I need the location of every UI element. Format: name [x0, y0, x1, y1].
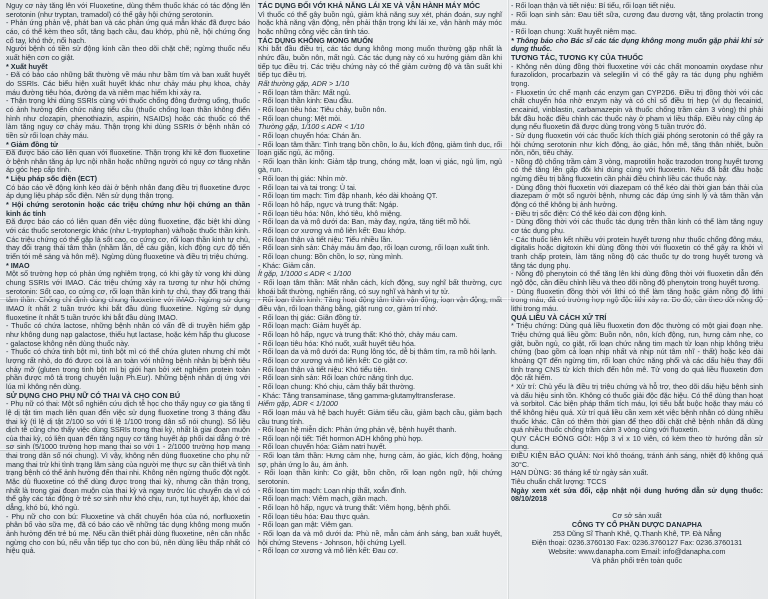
- leaflet-paragraph: - Khác: Giảm cân.: [258, 260, 316, 270]
- leaflet-paragraph: - Rối loạn sinh sản: Chảy máu âm đạo, rối loạn cương, rối loạn xuất tinh.: [258, 243, 490, 253]
- leaflet-paragraph: Đã được báo cáo liên quan với fluoxetine. Thận trọng khi kê đơn fluoxetine ở bệnh nhân tăng áp lực nội nhãn hoặc những người có nguy cơ tăng nhãn áp góc hẹp cấp tính.: [6, 148, 250, 175]
- leaflet-paragraph: - Rối loạn máu và hệ bạch huyết: Giảm tiểu cầu, giảm bạch cầu, giảm bạch cầu trung tính.: [258, 407, 502, 426]
- leaflet-paragraph: * Thông báo cho Bác sĩ các tác dụng không mong muốn gặp phải khi sử dụng thuốc.: [511, 35, 763, 54]
- leaflet-paragraph: Vì thuốc có thể gây buồn ngủ, giảm khả năng suy xét, phán đoán, suy nghĩ hoặc khả năng vận động, nên phải thận trọng khi lái xe, vận hành máy móc hoặc những công việc cần tỉnh táo.: [258, 9, 502, 36]
- leaflet-paragraph: Người bệnh có tiền sử động kinh cần theo dõi chặt chẽ; ngừng thuốc nếu xuất hiện cơn co giật.: [6, 44, 250, 62]
- column-3: [511, 2, 763, 566]
- leaflet-paragraph: HẠN DÙNG: 36 tháng kể từ ngày sản xuất.: [511, 468, 649, 478]
- column-2: [258, 2, 502, 556]
- leaflet-paragraph: - Dùng fluoxetin đồng thời với lithi có thể làm tăng hoặc giảm nồng độ lithi trong máu, đã có trường hợp ngộ độc lithi xảy ra. Do đó, cần theo dõi nồng độ lithi trong máu.: [511, 286, 763, 313]
- company-name: CÔNG TY CỔ PHẦN DƯỢC DANAPHA: [571, 519, 703, 529]
- section-heading: * Hội chứng serotonin hoặc các triệu chứng như hội chứng an thần kinh ác tính: [6, 200, 250, 218]
- leaflet-paragraph: * Triệu chứng: Dùng quá liều fluoxetin đơn độc thường có một giai đoạn nhẹ. Triệu chứng quá liều gồm: Buồn nôn, nôn, kích động, run, hưng cảm nhẹ, co giật, buồn ngủ, co giật, rối loạn chức năng tim mạch từ loạn nhịp không triệu chứng (bao gồm cả loạn nhịp nhất và nhịp nút tâm nhĩ - thất) hoặc kéo dài khoảng QT đến ngừng tim, rối loạn chức năng phổi và các dấu hiệu thay đổi tình trạng CNS từ kích thích đến hôn mê. Tử vong do quá liều fluoxetin đơn độc rất hiếm.: [511, 321, 763, 383]
- leaflet-paragraph: - Dùng đồng thời với các thuốc tác dụng trên thần kinh có thể làm tăng nguy cơ tác dụng phụ.: [511, 217, 763, 236]
- footer-label: Cơ sở sản xuất: [612, 511, 662, 521]
- leaflet-paragraph: - Nồng độ phenytoin có thể tăng lên khi dùng đồng thời với fluoxetin dẫn đến ngộ độc, cần điều chỉnh liều và theo dõi nồng độ phenytoin trong huyết tương.: [511, 269, 763, 287]
- leaflet-paragraph: - Rối loạn chung: Khó chịu, cảm thấy bất thường.: [258, 381, 415, 391]
- leaflet-paragraph: - Không nên dùng đồng thời fluoxetine với các chất monoamin oxydase như furazolidon, procarbazin và selegilin vì có thể gây ra tác dụng phụ nghiêm trọng.: [511, 61, 763, 88]
- leaflet-paragraph: Có báo cáo về động kinh kéo dài ở bệnh nhân đang điều trị fluoxetine được áp dụng liệu pháp sốc điện. Nên sử dụng thận trọng.: [6, 182, 250, 201]
- leaflet-paragraph: Thường gặp, 1/100 ≤ ADR < 1/10: [258, 122, 365, 132]
- fold-crease: [0, 449, 768, 450]
- column-1: [6, 2, 250, 556]
- leaflet-paragraph: Đã được báo cáo có liên quan đến việc dùng fluoxetine, đặc biệt khi dùng với các thuốc serotonergic khác (như L-tryptophan) và/hoặc thuốc thần kinh. Các triệu chứng có thể gặp là sốt cao, co cứng cơ, rối loạn thần kinh tự chủ, thay đổi trạng thái tâm thần (nhầm lẫn, dễ cáu giận, kích động cực độ tiến triển tới mê sảng và hôn mê). Ngừng dùng fluoxetine và điều trị triệu chứng.: [6, 217, 250, 262]
- leaflet-paragraph: - Thận trọng khi dùng SSRIs cùng với thuốc chống đông đường uống, thuốc có ảnh hưởng đến chức năng tiểu cầu (thuốc chống loạn thần không điển hình như clozapin, phenothiazin, aspirin, NSAIDs) hoặc các thuốc có thể làm tăng nguy cơ chảy máu. Thận trọng khi dùng SSRIs ở bệnh nhân có tiền sử rối loạn chảy máu.: [6, 96, 250, 140]
- leaflet-paragraph: - Rối loạn hô hấp, ngực và trung thất: Khó thở, chảy máu cam.: [258, 329, 458, 339]
- leaflet-paragraph: - Rối loạn thị giác: Nhìn mờ.: [258, 174, 348, 184]
- leaflet-paragraph: - Rối loạn tiêu hóa: Nôn, khó tiêu, khô miệng.: [258, 208, 402, 218]
- leaflet-paragraph: - Rối loạn chung: Mệt mỏi.: [258, 113, 342, 123]
- leaflet-paragraph: - Đã có báo cáo những bất thường về máu như bầm tím và ban xuất huyết do SSRIs. Các biểu hiện xuất huyết khác như chảy máu phụ khoa, chảy máu đường tiêu hóa, đường da và niêm mạc hiếm khi xảy ra.: [6, 70, 250, 97]
- leaflet-paragraph: - Thuốc có chứa tinh bột mì, tinh bột mì có thể chứa gluten nhưng chỉ một lượng rất nhỏ, do đó được coi là an toàn với những bệnh nhân bị bệnh tiêu chảy mỡ (gluten trong tinh bột mì bị giới hạn bởi xét nghiệm protein toàn phần được mô tả trong chuyên luận Ph.Eur). Những bệnh nhân dị ứng với lúa mì không nên dùng.: [6, 347, 250, 391]
- leaflet-paragraph: - Rối loạn tiêu hóa: Tiêu chảy, buồn nôn.: [258, 104, 387, 114]
- leaflet-paragraph: - Rối loạn tim mạch: Loạn nhịp thất, xoắn đỉnh.: [258, 485, 407, 495]
- leaflet-paragraph: - Rối loạn tiêu hóa: Khó nuốt, xuất huyết tiêu hóa.: [258, 338, 416, 348]
- leaflet-paragraph: - Rối loạn gan mật: Viêm gan.: [258, 520, 353, 530]
- section-heading: * IMAO: [6, 260, 30, 270]
- section-heading: QUÁ LIỀU VÀ CÁCH XỬ TRÍ: [511, 312, 607, 322]
- leaflet-paragraph: - Rối loạn chung: Xuất huyết niêm mạc.: [511, 26, 637, 36]
- leaflet-paragraph: - Rối loạn thận và tiết niệu: Khó tiểu tiện.: [258, 364, 388, 374]
- leaflet-paragraph: - Rối loạn tai và tai trong: Ù tai.: [258, 182, 357, 192]
- leaflet-paragraph: - Rối loạn sinh sản: Rối loạn chức năng tình dục.: [258, 373, 414, 383]
- leaflet-paragraph: - Rối loạn thận và tiết niệu: Bí tiểu, rối loạn tiết niệu.: [511, 1, 676, 10]
- leaflet-paragraph: Hiếm gặp, ADR < 1/1000: [258, 399, 338, 409]
- section-heading: TÁC DỤNG ĐỐI VỚI KHẢ NĂNG LÁI XE VÀ VẬN HÀNH MÁY MÓC: [258, 1, 481, 10]
- leaflet-paragraph: - Rối loạn tâm thần: Hưng cảm nhẹ, hưng cảm, ảo giác, kích động, hoảng sợ, phản ứng lo âu, ám ảnh.: [258, 451, 502, 469]
- leaflet-paragraph: - Phản ứng phản vệ, phát ban và các phản ứng quá mẫn khác đã được báo cáo, có thể kèm theo sốt, tăng bạch cầu, đau khớp, phù nề, hội chứng ống cổ tay, khó thở, nổi hạch.: [6, 18, 250, 45]
- leaflet-paragraph: - Fluoxetin ức chế mạnh các enzym gan CYP2D6. Điều trị đồng thời với các chất chuyển hóa nhờ enzym này và có chỉ số điều trị hẹp (ví dụ flecainid, encainid, vinblastin, carbamazepin và thuốc chống trầm cảm 3 vòng) thì phải bắt đầu hoặc điều chỉnh các thuốc này ở phạm vi liều thấp. Điều này cũng áp dụng nếu fluoxetin đã được dùng trong vòng 5 tuần trước đó.: [511, 87, 763, 132]
- leaflet-paragraph: * Xử trí: Chủ yếu là điều trị triệu chứng và hỗ trợ, theo dõi dấu hiệu bệnh sinh và dấu hiệu sinh tồn. Không có thuốc giải độc đặc hiệu. Có thể dùng than hoạt và sorbitol. Các biện pháp thẩm tích máu, lợi tiểu bắt buộc hoặc thay máu có thể không hiệu quả. Xử trí quá liều cần xem xét việc bệnh nhân có dùng nhiều thuốc khác. Cần có thêm thời gian để theo dõi chặt chẽ bệnh nhân đã dùng quá nhiều thuốc chống trầm cảm 3 vòng cùng với fluoxetin.: [511, 381, 763, 435]
- leaflet-paragraph: - Rối loạn thần kinh: Giảm tập trung, chóng mặt, loạn vị giác, ngủ lịm, ngủ gà, run.: [258, 156, 502, 175]
- leaflet-paragraph: Nguy cơ này tăng lên với Fluoxetine, dùng thêm thuốc khác có tác động lên serotonin (như tryptan, tramadol) có thể gây hội chứng serotonin.: [6, 1, 250, 19]
- leaflet-paragraph: - Rối loạn thần kinh: Đau đầu.: [258, 96, 354, 106]
- fold-crease-vertical: [507, 0, 508, 599]
- section-heading: * Liệu pháp sốc điện (ECT): [6, 174, 98, 184]
- leaflet-paragraph: - Rối loạn mạch: Viêm mạch, giãn mạch.: [258, 494, 388, 504]
- leaflet-paragraph: Rất thường gặp, ADR > 1/10: [258, 78, 350, 88]
- leaflet-paragraph: - Rối loạn thận và tiết niệu: Tiểu nhiều lần.: [258, 234, 393, 244]
- leaflet-paragraph: - Rối loạn da và mô dưới da: Phù nề, mẫn cảm ánh sáng, ban xuất huyết, hội chứng Stevens - Johnson, hội chứng Lyell.: [258, 529, 502, 547]
- leaflet-paragraph: - Rối loạn chuyển hóa: Giảm natri huyết.: [258, 442, 387, 452]
- leaflet-paragraph: - Rối loạn thần kinh: Tăng hoạt động tâm thần vận động, loạn vận động, mất điều vận, rối loạn thăng bằng, giật rung cơ, giảm trí nhớ.: [258, 295, 502, 313]
- leaflet-paragraph: - Rối loạn tâm thần: Tình trạng bồn chồn, lo âu, kích động, giảm tình dục, rối loạn giấc ngủ, ác mộng.: [258, 139, 502, 158]
- leaflet-paragraph: - Rối loạn mạch: Giảm huyết áp.: [258, 321, 362, 331]
- leaflet-paragraph: - Rối loạn tiêu hóa: Đau thực quản.: [258, 511, 370, 521]
- leaflet-paragraph: Khi bắt đầu điều trị, các tác dụng không mong muốn thường gặp nhất là nhức đầu, buồn nôn, mất ngủ. Các tác dụng này có xu hướng giảm dần khi tiếp tục điều trị. Các triệu chứng này có thể giảm cường độ và tần suất khi tiếp tục điều trị.: [258, 44, 502, 80]
- leaflet-paragraph: - Phụ nữ cho con bú: Fluoxetine và chất chuyển hóa của nó, norfluoxetin phân bố vào sữa mẹ, đã có báo cáo về những tác dụng không mong muốn ảnh hưởng đến trẻ bú mẹ. Nếu cần thiết phải dùng fluoxetine, nên cân nhắc ngừng cho con bú, nếu vẫn tiếp tục cho con bú, nên dùng liều thấp nhất có hiệu quả.: [6, 511, 250, 556]
- leaflet-paragraph: - Rối loạn thị giác: Giãn đồng tử.: [258, 312, 362, 322]
- section-heading: Ngày xem xét sửa đổi, cập nhật nội dung hướng dẫn sử dụng thuốc: 08/10/2018: [511, 485, 763, 504]
- leaflet-paragraph: - Thuốc có chứa lactose, những bệnh nhân có vấn đề di truyền hiếm gặp như không dung nạp galactose, thiếu hụt lactase, hoặc kém hấp thu glucose - galactose không nên dùng thuốc này.: [6, 321, 250, 348]
- leaflet-paragraph: - Rối loạn sinh sản: Đau tiết sữa, cương đau dương vật, tăng prolactin trong máu.: [511, 9, 763, 28]
- leaflet-paragraph: - Rối loạn nội tiết: Tiết hormon ADH không phù hợp.: [258, 433, 423, 443]
- section-heading: TƯƠNG TÁC, TƯƠNG KỴ CỦA THUỐC: [511, 52, 644, 62]
- leaflet-paragraph: Tiêu chuẩn chất lượng: TCCS: [511, 477, 607, 487]
- leaflet-paragraph: - Sử dụng fluoxetin với các thuốc kích thích giải phóng serotonin có thể gây ra hội chứng serotonin như kích động, ảo giác, hôn mê, tăng thân nhiệt, buồn nôn, nôn, tiêu chảy.: [511, 130, 763, 158]
- section-heading: * Giảm đồng tử: [6, 139, 58, 149]
- leaflet-paragraph: - Rối loạn hệ miễn dịch: Phản ứng phản vệ, bệnh huyết thanh.: [258, 425, 457, 435]
- leaflet-paragraph: ĐIỀU KIỆN BẢO QUẢN: Nơi khô thoáng, tránh ánh sáng, nhiệt độ không quá 30°C.: [511, 451, 763, 469]
- fold-crease: [0, 298, 768, 299]
- manufacturer-footer: [511, 512, 763, 565]
- leaflet-paragraph: - Khác: Tăng transaminase, tăng gamma-glutamyltransferase.: [258, 390, 456, 400]
- leaflet-paragraph: - Rối loạn cơ xương và mô liên kết: Đau khớp.: [258, 226, 406, 236]
- company-distribution: Và phân phối trên toàn quốc: [591, 555, 683, 565]
- leaflet-paragraph: - Các thuốc liên kết nhiều với protein huyết tương như thuốc chống đông máu, digitalis hoặc digitoxin khi dùng đồng thời với fluoxetin có thể gây ra khởi vì tranh chấp protein, làm tăng nồng độ các thuốc tự do trong huyết tương và tăng tác dụng phụ.: [511, 234, 763, 270]
- section-heading: SỬ DỤNG CHO PHỤ NỮ CÓ THAI VÀ CHO CON BÚ: [6, 390, 181, 400]
- leaflet-paragraph: - Phụ nữ có thai: Một số nghiên cứu dịch tễ học cho thấy nguy cơ gia tăng tỉ lệ dị tật tim mạch liên quan đến việc sử dụng fluoxetine trong 3 tháng đầu thai kỳ (tỉ lệ dị tật 2/100 so với tỉ lệ 1/100 trong dân số nói chung). Số liệu dịch tễ cũng cho thấy việc dùng SSRIs trong thai kỳ, nhất là giai đoạn muộn của thai kỳ, có liên quan đến tăng nguy cơ tăng huyết áp phổi dai dẳng ở trẻ sơ sinh (5/1000 trường hợp mang thai so với 1 - 2/1000 trường hợp mang thai trong dân số nói chung). Vì vậy, không nên dùng fluoxetine cho phụ nữ mang thai trừ khi tình trạng lâm sàng của người mẹ thực sự cần thiết và tình trạng bệnh có thể ảnh hưởng đến thai nhi. Không nên ngừng thuốc đột ngột. Mặc dù fluoxetine có thể dùng được trong thai kỳ, nhưng cần thận trọng, nhất là trong giai đoạn muộn của thai kỳ và ngay trước lúc chuyển dạ vì có thể gây các tác động ở trẻ sơ sinh như khó chịu, run, tụt huyết áp, khóc dai dẳng, khó bú, khó ngủ.: [6, 399, 250, 513]
- leaflet-paragraph: - Rối loạn thần kinh: Co giật, bồn chồn, rối loạn ngôn ngữ, hội chứng serotonin.: [258, 468, 502, 487]
- leaflet-paragraph: - Rối loạn tim mạch: Tim đập nhanh, kéo dài khoảng QT.: [258, 191, 438, 201]
- leaflet-paragraph: Một số trường hợp có phản ứng nghiêm trọng, có khi gây tử vong khi dùng chung SSRIs với IMAO. Các triệu chứng xảy ra tương tự như hội chứng serotonin: Sốt cao, co cứng cơ, rối loạn thần kinh tự chủ, thay đổi trạng thái tâm thần. Chống chỉ định dùng chung fluoxetine với IMAO. Ngừng sử dụng IMAO ít nhất 2 tuần trước khi bắt đầu dùng fluoxetine. Ngừng sử dụng fluoxetine ít nhất 5 tuần trước khi bắt đầu dùng IMAO.: [6, 269, 250, 322]
- company-address: 253 Dũng Sĩ Thanh Khê, Q.Thanh Khê, TP. Đà Nẵng: [552, 528, 722, 538]
- leaflet-paragraph: - Rối loạn hô hấp, ngực và trung thất: Viêm họng, bệnh phổi.: [258, 503, 451, 513]
- leaflet-paragraph: - Rối loạn tâm thần: Mất ngủ.: [258, 87, 351, 97]
- leaflet-paragraph: - Rối loạn chuyển hóa: Chán ăn.: [258, 130, 362, 140]
- leaflet-paragraph: - Rối loạn tâm thần: Mất nhân cách, kích động, suy nghĩ bất thường, cực khoái bất thường, nghiến răng, có suy nghĩ và hành vi tự tử.: [258, 278, 502, 296]
- leaflet-paragraph: Ít gặp, 1/1000 ≤ ADR < 1/100: [258, 269, 351, 279]
- leaflet-paragraph: - Rối loạn cơ xương và mô liên kết: Đau cơ.: [258, 546, 398, 556]
- company-web: Website: www.danapha.com Email: info@danapha.com: [548, 546, 726, 556]
- leaflet-paragraph: - Rối loạn da và mô dưới da: Rụng lông tóc, dễ bị thâm tím, ra mồ hôi lạnh.: [258, 347, 497, 357]
- leaflet-paragraph: - Dùng đồng thời fluoxetin với diazepam có thể kéo dài thời gian bán thải của diazepam ở một số người bệnh, nhưng các đáp ứng sinh lý và tâm thần vận động có thể không bị ảnh hưởng.: [511, 182, 763, 210]
- leaflet-paragraph: - Rối loạn chung: Bồn chồn, lo sợ, rùng mình.: [258, 252, 403, 262]
- fold-crease: [0, 148, 768, 149]
- section-heading: TÁC DỤNG KHÔNG MONG MUỐN: [258, 35, 373, 45]
- leaflet-paragraph: - Rối loạn da và mô dưới da: Ban, mày đay, ngứa, tăng tiết mồ hôi.: [258, 217, 471, 227]
- leaflet-paragraph: - Nồng độ chống trầm cảm 3 vòng, maprotilin hoặc trazodon trong huyết tương có thể tăng lên gấp đôi khi dùng cùng với fluoxetin. Nếu đã bắt đầu hoặc ngừng điều trị bằng fluoxetin cần phải điều chỉnh liều các thuốc này.: [511, 156, 763, 184]
- company-phone: Điện thoại: 0236.3760130 Fax: 0236.3760127 Fax: 0236.3760131: [531, 537, 743, 547]
- leaflet-paragraph: - Điều trị sốc điện: Có thể kéo dài cơn động kinh.: [511, 208, 667, 218]
- section-heading: * Xuất huyết: [6, 61, 48, 71]
- leaflet-paragraph: - Rối loạn hô hấp, ngực và trung thất: Ngáp.: [258, 200, 399, 210]
- column-3-body: [511, 2, 763, 504]
- fold-crease-vertical: [254, 0, 255, 599]
- leaflet-paragraph: QUY CÁCH ĐÓNG GÓI: Hộp 3 vỉ x 10 viên, có kèm theo tờ hướng dẫn sử dụng.: [511, 433, 763, 452]
- leaflet-paragraph: - Rối loạn cơ xương và mô liên kết: Co giật cơ.: [258, 355, 408, 365]
